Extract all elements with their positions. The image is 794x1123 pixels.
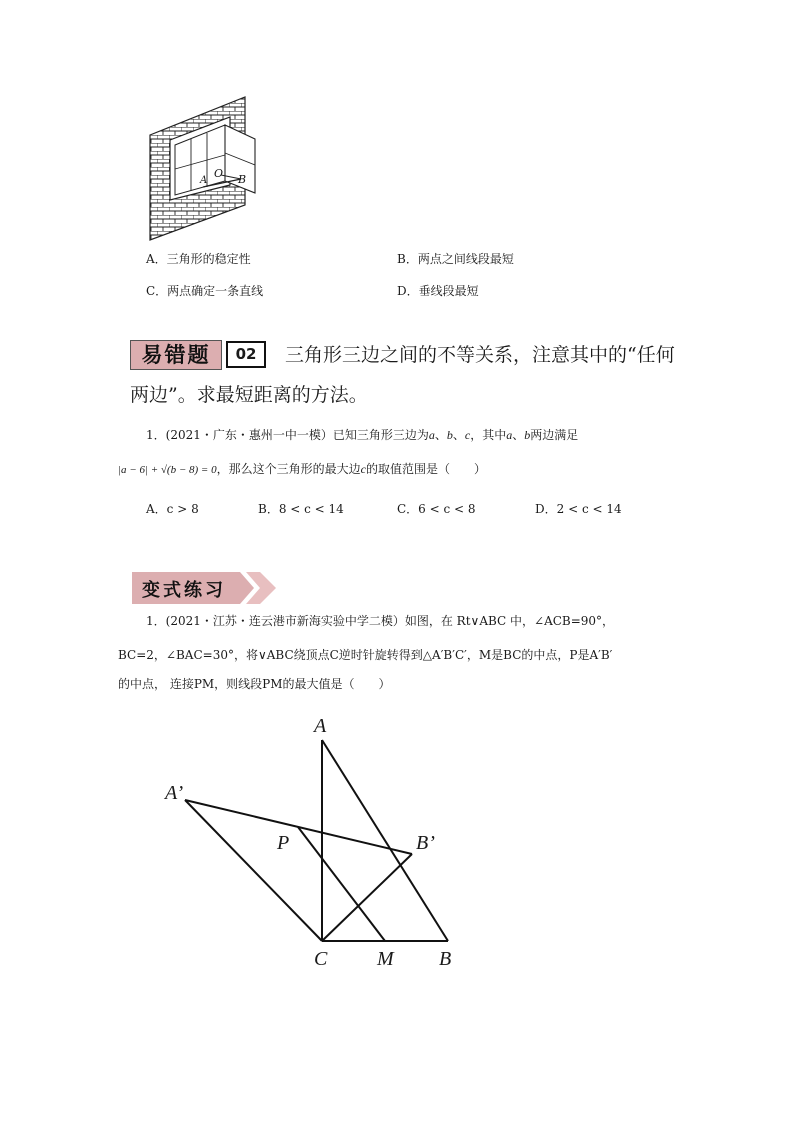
- wall-window-drawing: [145, 95, 260, 245]
- q1-option-b: B．8 < c < 14: [258, 502, 344, 516]
- q1-var-c2: c: [360, 462, 366, 476]
- q1-line2-suffix: ，那么这个三角形的最大边: [216, 462, 361, 476]
- wall-window-figure: [145, 95, 260, 245]
- point-label-b-prime: B’: [416, 832, 435, 854]
- section-heading-line2: 两边”。求最短距离的方法。: [130, 384, 368, 406]
- point-label-m: M: [377, 948, 394, 970]
- q1-option-c: C．6 < c < 8: [397, 502, 476, 516]
- error-prone-badge: [130, 340, 268, 370]
- q1-var-a: a: [428, 428, 435, 442]
- point-label-a: A: [314, 715, 327, 737]
- badge-title: 易错题: [130, 340, 222, 370]
- q1-equation: |a − 6| + √(b − 8) = 0: [118, 464, 217, 476]
- q1-sep2: 、: [452, 428, 465, 442]
- geometry-figure: [160, 715, 470, 980]
- prev-option-b: B．两点之间线段最短: [397, 252, 514, 266]
- q1-var-a2: a: [506, 428, 513, 442]
- prev-option-d: D．垂线段最短: [397, 284, 479, 298]
- point-label-a-prime: A’: [165, 782, 184, 804]
- q1-mid: ，其中: [470, 428, 507, 442]
- question1-line2: [118, 455, 486, 484]
- variant-tag-label: 变式练习: [142, 580, 226, 601]
- point-label-p: P: [277, 832, 290, 854]
- badge-number: 02: [226, 341, 266, 368]
- segment-b-prime-c: [322, 854, 412, 941]
- section-heading-line1: 三角形三边之间的不等关系，注意其中的“任何: [285, 344, 675, 366]
- q1-option-d: D．2 < c < 14: [535, 502, 622, 516]
- question1-line1: [146, 421, 578, 449]
- q1-var-c: c: [464, 428, 471, 442]
- q1-sep1: 、: [434, 428, 447, 442]
- prev-option-a: A．三角形的稳定性: [146, 252, 251, 266]
- variant-practice-tag: [132, 570, 282, 606]
- figure1-label-o: O: [214, 167, 224, 180]
- figure1-label-b: B: [238, 173, 247, 186]
- q1-var-b2: b: [524, 428, 531, 442]
- q1-sep3: 、: [512, 428, 525, 442]
- segment-a-prime-c: [185, 800, 322, 941]
- q1-suffix: 两边满足: [530, 428, 579, 442]
- point-label-b: B: [439, 948, 452, 970]
- prev-option-c: C．两点确定一条直线: [146, 284, 264, 298]
- variant1-line1: 1．(2021・江苏・连云港市新海实验中学二模）如图，在 Rt∨ABC 中，∠ACB=90°，: [146, 614, 615, 628]
- q1-prefix: 1．(2021・广东・惠州一中一模）已知三角形三边为: [146, 428, 429, 442]
- figure1-label-a: A: [200, 175, 208, 186]
- variant1-line3: 的中点， 连接PM，则线段PM的最大值是（ ）: [118, 677, 391, 691]
- q1-var-b: b: [446, 428, 453, 442]
- point-label-c: C: [314, 948, 328, 970]
- variant1-line2: BC=2，∠BAC=30°，将∨ABC绕顶点C逆时针旋转得到△A′B′C′，M是BC的中点，P是A′B′: [118, 648, 613, 662]
- q1-line2-end: 的取值范围是（ ）: [365, 462, 486, 476]
- q1-option-a: A．c > 8: [146, 502, 199, 516]
